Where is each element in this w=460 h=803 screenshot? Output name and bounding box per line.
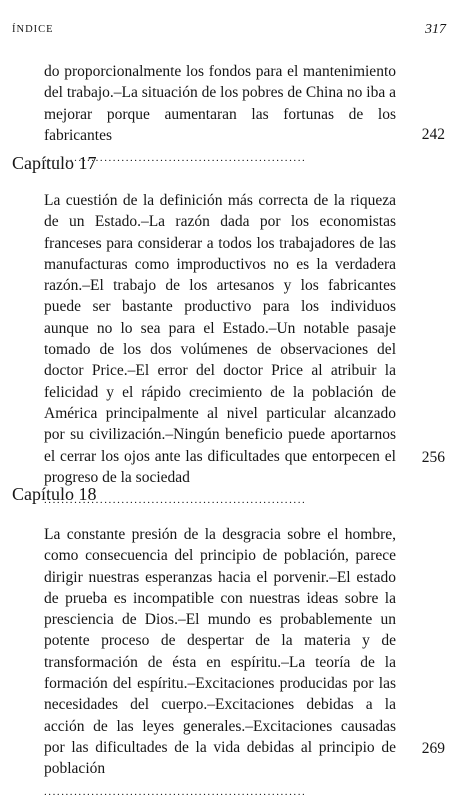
toc-entry-page: 256 [421,449,445,466]
toc-entry-text: do proporcionalmente los fondos para el mantenimiento del trabajo.–La situación de los pobres de China no iba a mejorar porque aumentaran las fortunas de los fabricantes [44,63,396,144]
toc-entry-chapter-17 [44,190,396,511]
dot-leader [44,780,396,803]
page-number: 317 [425,22,446,37]
dot-leader [44,146,396,169]
toc-entry-continued [44,61,396,169]
dot-leader [44,488,396,511]
chapter-heading: Capítulo 18 [12,484,97,504]
toc-entry-page: 269 [421,740,445,757]
running-title: ÍNDICE [12,24,54,35]
chapter-heading: Capítulo 17 [12,153,97,173]
running-head [12,24,446,40]
toc-entry-page: 242 [421,126,445,143]
toc-entry-text: La cuestión de la definición más correcta de la riqueza de un Estado.–La razón dada por los economistas franceses para considerar a todos los trabajadores de las manufacturas como improductivos no es la verdadera razón.–El trabajo de los artesanos y los fabricantes puede ser bastante productivo para los individuos aunque no lo sea para el Estado.–Un notable pasaje tomado de los dos volúmenes de observaciones del doctor Price.–El error del doctor Price al atribuir la felicidad y el rápido crecimiento de la población de América principalmente al nivel particular alcanzado por su civilización.–Ningún beneficio puede aportarnos el cerrar los ojos ante las dificultades que entorpecen el progreso de la sociedad [44,192,396,486]
toc-entry-text: La constante presión de la desgracia sobre el hombre, como consecuencia del principio de población, parece dirigir nuestras esperanzas hacia el porvenir.–El estado de prueba es incompatible con nuestras ideas sobre la presciencia de Dios.–El mundo es probablemente un potente proceso de despertar de la materia y de transformación de ésta en espíritu.–La teoría de la formación del espíritu.–Excitaciones producidas por las necesidades del cuerpo.–Excitaciones debidas a la acción de las leyes generales.–Excitaciones causadas por las dificultades de la vida debidas al principio de población [44,526,396,778]
toc-entry-chapter-18 [44,524,396,803]
